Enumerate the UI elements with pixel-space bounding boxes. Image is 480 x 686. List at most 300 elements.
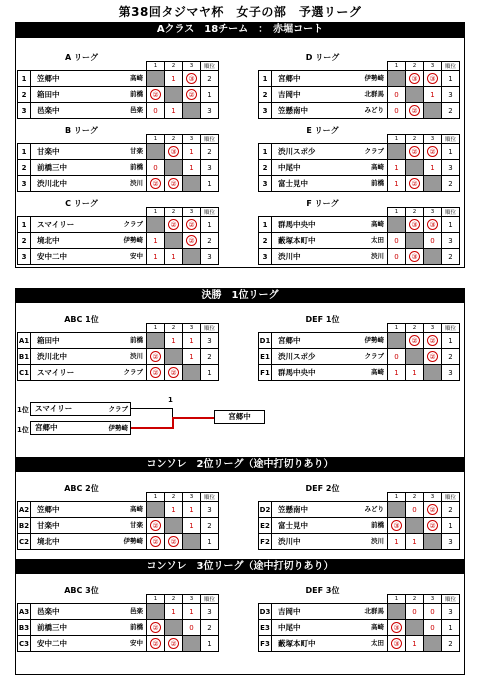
league-title: DEF 1位	[305, 315, 340, 324]
score-cell: 0	[424, 604, 442, 620]
self-match-cell	[424, 636, 442, 652]
header-blank	[272, 595, 388, 604]
win-score: ③	[391, 638, 402, 649]
team-cell	[31, 604, 147, 620]
column-header: 3	[183, 62, 201, 71]
win-score: ②	[409, 146, 420, 157]
town-name: 前橋	[371, 179, 384, 187]
bracket-top-town: クラブ	[108, 405, 128, 413]
town-name: 邑楽	[130, 607, 143, 615]
score-cell: 1	[183, 604, 201, 620]
score-cell: 1	[406, 534, 424, 550]
row-number: E2	[259, 518, 272, 534]
row-number: 3	[18, 103, 31, 119]
score-cell	[424, 144, 442, 160]
row-number: 3	[259, 249, 272, 265]
column-header: 3	[424, 595, 442, 604]
column-header: 1	[388, 324, 406, 333]
rank-cell: 2	[442, 103, 460, 119]
self-match-cell	[406, 349, 424, 365]
win-score: ②	[427, 146, 438, 157]
score-cell	[147, 534, 165, 550]
score-cell	[165, 176, 183, 192]
win-score: ②	[168, 219, 179, 230]
team-cell	[272, 620, 388, 636]
win-score: ②	[186, 235, 197, 246]
table-row	[259, 534, 460, 550]
header-blank	[18, 493, 31, 502]
score-cell	[147, 620, 165, 636]
rank-cell: 2	[201, 349, 219, 365]
score-cell	[424, 349, 442, 365]
bracket-score: 1	[168, 396, 173, 404]
school-name: 境北中	[37, 537, 60, 546]
town-name: 北群馬	[364, 90, 384, 98]
column-header: 2	[406, 208, 424, 217]
town-name: 高崎	[371, 163, 384, 171]
self-match-cell	[424, 176, 442, 192]
row-number: F2	[259, 534, 272, 550]
team-cell	[272, 636, 388, 652]
column-header: 1	[147, 324, 165, 333]
column-header: 3	[183, 324, 201, 333]
score-cell: 1	[165, 333, 183, 349]
score-cell	[183, 233, 201, 249]
rank-cell: 3	[201, 160, 219, 176]
score-cell	[424, 333, 442, 349]
town-name: 伊勢崎	[123, 537, 143, 545]
score-cell: 1	[388, 534, 406, 550]
column-header: 1	[388, 595, 406, 604]
table-row	[18, 349, 219, 365]
column-header: 1	[147, 595, 165, 604]
self-match-cell	[388, 144, 406, 160]
town-name: 高崎	[371, 623, 384, 631]
column-header: 1	[388, 62, 406, 71]
column-header: 順位	[201, 324, 219, 333]
table-row	[259, 71, 460, 87]
score-cell: 1	[165, 604, 183, 620]
school-name: 渋川中	[278, 537, 301, 546]
table-row	[18, 249, 219, 265]
rank-cell: 3	[442, 160, 460, 176]
row-number: B3	[18, 620, 31, 636]
team-cell	[31, 502, 147, 518]
win-score: ②	[409, 335, 420, 346]
consolation3-banner: コンソレ 3位リーグ（途中打切りあり）	[15, 559, 465, 574]
column-header: 2	[406, 324, 424, 333]
bracket-win-line	[172, 417, 214, 419]
table-row	[18, 160, 219, 176]
column-header: 2	[165, 62, 183, 71]
team-cell	[31, 620, 147, 636]
self-match-cell	[147, 333, 165, 349]
header-blank	[31, 135, 147, 144]
column-header: 1	[147, 135, 165, 144]
column-header: 順位	[442, 62, 460, 71]
self-match-cell	[183, 365, 201, 381]
win-score: ③	[168, 146, 179, 157]
header-blank	[31, 208, 147, 217]
table-row	[259, 103, 460, 119]
town-name: 太田	[371, 236, 384, 244]
bracket-top-label: 1位	[17, 406, 29, 414]
score-cell: 0	[147, 103, 165, 119]
school-name: 渋川北中	[37, 352, 67, 361]
school-name: 笠懸南中	[278, 106, 308, 115]
school-name: 笠郷中	[37, 505, 60, 514]
column-header: 3	[183, 135, 201, 144]
score-cell: 1	[388, 176, 406, 192]
score-cell: 1	[388, 365, 406, 381]
school-name: 甘楽中	[37, 521, 60, 530]
row-number: 2	[18, 233, 31, 249]
table-row	[18, 233, 219, 249]
row-number: 2	[259, 233, 272, 249]
win-score: ③	[409, 251, 420, 262]
school-name: 前橋三中	[37, 163, 67, 172]
win-score: ②	[427, 351, 438, 362]
league-title: ABC 1位	[64, 315, 99, 324]
school-name: 群馬中央中	[278, 220, 316, 229]
table-row	[18, 217, 219, 233]
self-match-cell	[406, 160, 424, 176]
row-number: 1	[18, 217, 31, 233]
self-match-cell	[406, 518, 424, 534]
table-row	[259, 233, 460, 249]
rank-cell: 3	[201, 103, 219, 119]
school-name: 甘楽中	[37, 147, 60, 156]
score-cell	[424, 518, 442, 534]
league-title: E リーグ	[306, 126, 339, 135]
header-blank	[259, 493, 272, 502]
column-header: 1	[147, 493, 165, 502]
school-name: 渋川北中	[37, 179, 67, 188]
score-cell	[147, 176, 165, 192]
header-blank	[31, 595, 147, 604]
rank-cell: 1	[201, 636, 219, 652]
score-cell: 0	[406, 604, 424, 620]
rank-cell: 3	[201, 333, 219, 349]
school-name: 藪塚本町中	[278, 236, 316, 245]
team-cell	[31, 87, 147, 103]
town-name: 伊勢崎	[364, 74, 384, 82]
win-score: ②	[168, 638, 179, 649]
win-score: ②	[150, 638, 161, 649]
row-number: 1	[259, 71, 272, 87]
row-number: A2	[18, 502, 31, 518]
score-cell: 1	[388, 160, 406, 176]
column-header: 2	[165, 493, 183, 502]
rank-cell: 2	[201, 233, 219, 249]
win-score: ②	[150, 536, 161, 547]
table-row	[18, 71, 219, 87]
row-number: F1	[259, 365, 272, 381]
school-name: 邑楽中	[37, 607, 60, 616]
town-name: 北群馬	[364, 607, 384, 615]
score-cell: 1	[165, 502, 183, 518]
town-name: 高崎	[130, 505, 143, 513]
win-score: ②	[150, 89, 161, 100]
league-title: A リーグ	[65, 53, 98, 62]
league-title: ABC 2位	[64, 484, 99, 493]
self-match-cell	[388, 502, 406, 518]
team-cell	[31, 176, 147, 192]
rank-cell: 2	[442, 249, 460, 265]
school-name: 箱田中	[37, 336, 60, 345]
header-blank	[272, 208, 388, 217]
row-number: 3	[18, 249, 31, 265]
score-cell: 0	[388, 103, 406, 119]
class-banner: Aクラス 18チーム ： 赤堀コート	[15, 22, 465, 37]
team-cell	[31, 333, 147, 349]
score-cell	[147, 365, 165, 381]
team-cell	[272, 87, 388, 103]
rank-cell: 3	[201, 604, 219, 620]
score-cell: 0	[388, 87, 406, 103]
team-cell	[272, 233, 388, 249]
column-header: 1	[147, 62, 165, 71]
table-row	[259, 365, 460, 381]
school-name: 邑楽中	[37, 106, 60, 115]
column-header: 順位	[201, 135, 219, 144]
consolation2-banner: コンソレ 2位リーグ（途中打切りあり）	[15, 457, 465, 472]
win-score: ③	[391, 622, 402, 633]
header-blank	[259, 62, 272, 71]
town-name: 甘楽	[130, 521, 143, 529]
self-match-cell	[147, 604, 165, 620]
win-score: ②	[409, 178, 420, 189]
town-name: 前橋	[371, 521, 384, 529]
school-name: 渋川スポ少	[278, 147, 316, 156]
school-name: 渋川スポ少	[278, 352, 316, 361]
table-row	[18, 144, 219, 160]
score-cell	[165, 534, 183, 550]
row-number: 1	[259, 217, 272, 233]
town-name: 渋川	[371, 537, 384, 545]
score-cell	[147, 87, 165, 103]
column-header: 順位	[442, 493, 460, 502]
column-header: 2	[406, 62, 424, 71]
column-header: 順位	[442, 324, 460, 333]
score-cell: 1	[406, 636, 424, 652]
town-name: 伊勢崎	[364, 336, 384, 344]
header-blank	[18, 62, 31, 71]
self-match-cell	[183, 176, 201, 192]
rank-cell: 1	[442, 620, 460, 636]
header-blank	[31, 493, 147, 502]
self-match-cell	[165, 620, 183, 636]
town-name: 安中	[130, 639, 143, 647]
team-cell	[31, 160, 147, 176]
table-row	[18, 620, 219, 636]
win-score: ②	[168, 367, 179, 378]
self-match-cell	[147, 144, 165, 160]
column-header: 2	[406, 493, 424, 502]
score-cell	[406, 333, 424, 349]
score-cell: 0	[406, 502, 424, 518]
table-row	[259, 333, 460, 349]
row-number: 1	[259, 144, 272, 160]
row-number: 2	[259, 87, 272, 103]
self-match-cell	[388, 604, 406, 620]
header-blank	[259, 595, 272, 604]
team-cell	[272, 71, 388, 87]
rank-cell: 3	[442, 233, 460, 249]
row-number: B2	[18, 518, 31, 534]
town-name: 高崎	[371, 368, 384, 376]
rank-cell: 3	[201, 502, 219, 518]
bracket-bottom-team	[30, 421, 131, 435]
row-number: 2	[259, 160, 272, 176]
score-cell	[406, 144, 424, 160]
score-cell: 1	[165, 249, 183, 265]
bracket-bottom-label: 1位	[17, 426, 29, 434]
school-name: 安中二中	[37, 639, 67, 648]
school-name: スマイリー	[37, 220, 75, 229]
team-cell	[272, 176, 388, 192]
score-cell: 0	[424, 233, 442, 249]
row-number: C3	[18, 636, 31, 652]
row-number: D3	[259, 604, 272, 620]
column-header: 1	[388, 493, 406, 502]
column-header: 順位	[442, 595, 460, 604]
table-row	[259, 502, 460, 518]
league-title: F リーグ	[306, 199, 339, 208]
column-header: 3	[424, 135, 442, 144]
school-name: 宮郷中	[278, 74, 301, 83]
town-name: 渋川	[371, 252, 384, 260]
rank-cell: 1	[201, 365, 219, 381]
school-name: 笠懸南中	[278, 505, 308, 514]
column-header: 順位	[442, 208, 460, 217]
league-title: C リーグ	[65, 199, 98, 208]
score-cell	[165, 217, 183, 233]
team-cell	[272, 160, 388, 176]
score-cell	[424, 217, 442, 233]
bracket-top-school: スマイリー	[35, 404, 73, 413]
town-name: 前橋	[130, 336, 143, 344]
self-match-cell	[183, 636, 201, 652]
self-match-cell	[165, 518, 183, 534]
school-name: 渋川中	[278, 252, 301, 261]
team-cell	[272, 249, 388, 265]
final-banner: 決勝 1位リーグ	[15, 288, 465, 303]
score-cell	[406, 176, 424, 192]
row-number: 1	[18, 144, 31, 160]
table-row	[259, 349, 460, 365]
league-title: B リーグ	[65, 126, 98, 135]
win-score: ②	[168, 536, 179, 547]
score-cell: 1	[183, 144, 201, 160]
column-header: 2	[165, 595, 183, 604]
column-header: 順位	[201, 62, 219, 71]
town-name: 邑楽	[130, 106, 143, 114]
header-blank	[259, 135, 272, 144]
rank-cell: 1	[201, 217, 219, 233]
town-name: クラブ	[364, 352, 384, 360]
rank-cell: 3	[442, 87, 460, 103]
score-cell: 1	[424, 160, 442, 176]
town-name: クラブ	[364, 147, 384, 155]
self-match-cell	[147, 217, 165, 233]
rank-cell: 2	[201, 144, 219, 160]
score-cell: 1	[183, 333, 201, 349]
score-cell: 1	[183, 502, 201, 518]
header-blank	[272, 135, 388, 144]
win-score: ②	[427, 504, 438, 515]
score-cell	[183, 71, 201, 87]
town-name: 安中	[130, 252, 143, 260]
header-blank	[259, 324, 272, 333]
page-title: 第38回タジマヤ杯 女子の部 予選リーグ	[118, 5, 362, 19]
town-name: 高崎	[130, 74, 143, 82]
team-cell	[272, 534, 388, 550]
rank-cell: 2	[442, 502, 460, 518]
win-score: ②	[427, 520, 438, 531]
league-title: D リーグ	[305, 53, 340, 62]
self-match-cell	[406, 233, 424, 249]
column-header: 順位	[201, 595, 219, 604]
table-row	[18, 365, 219, 381]
table-row	[18, 604, 219, 620]
team-cell	[31, 217, 147, 233]
table-row	[259, 518, 460, 534]
self-match-cell	[147, 71, 165, 87]
rank-cell: 1	[442, 217, 460, 233]
team-cell	[31, 349, 147, 365]
win-score: ③	[409, 219, 420, 230]
team-cell	[272, 217, 388, 233]
header-blank	[259, 208, 272, 217]
row-number: 2	[18, 160, 31, 176]
rank-cell: 1	[442, 71, 460, 87]
row-number: 1	[18, 71, 31, 87]
score-cell	[147, 518, 165, 534]
town-name: クラブ	[123, 368, 143, 376]
town-name: 甘楽	[130, 147, 143, 155]
bracket-top-line	[131, 408, 173, 409]
team-cell	[31, 144, 147, 160]
team-cell	[31, 249, 147, 265]
team-cell	[272, 103, 388, 119]
row-number: B1	[18, 349, 31, 365]
score-cell: 1	[165, 103, 183, 119]
header-blank	[272, 324, 388, 333]
score-cell: 1	[183, 349, 201, 365]
team-cell	[31, 636, 147, 652]
self-match-cell	[406, 87, 424, 103]
rank-cell: 2	[201, 620, 219, 636]
team-cell	[272, 333, 388, 349]
bracket-bottom-vert	[172, 418, 174, 429]
score-cell: 1	[147, 233, 165, 249]
column-header: 1	[388, 208, 406, 217]
score-cell	[147, 636, 165, 652]
table-row	[259, 249, 460, 265]
table-row	[18, 333, 219, 349]
header-blank	[31, 62, 147, 71]
win-score: ③	[186, 73, 197, 84]
league-title: DEF 2位	[305, 484, 340, 493]
column-header: 2	[165, 135, 183, 144]
table-row	[18, 518, 219, 534]
score-cell	[424, 71, 442, 87]
score-cell	[165, 365, 183, 381]
team-cell	[272, 518, 388, 534]
self-match-cell	[165, 87, 183, 103]
self-match-cell	[183, 249, 201, 265]
